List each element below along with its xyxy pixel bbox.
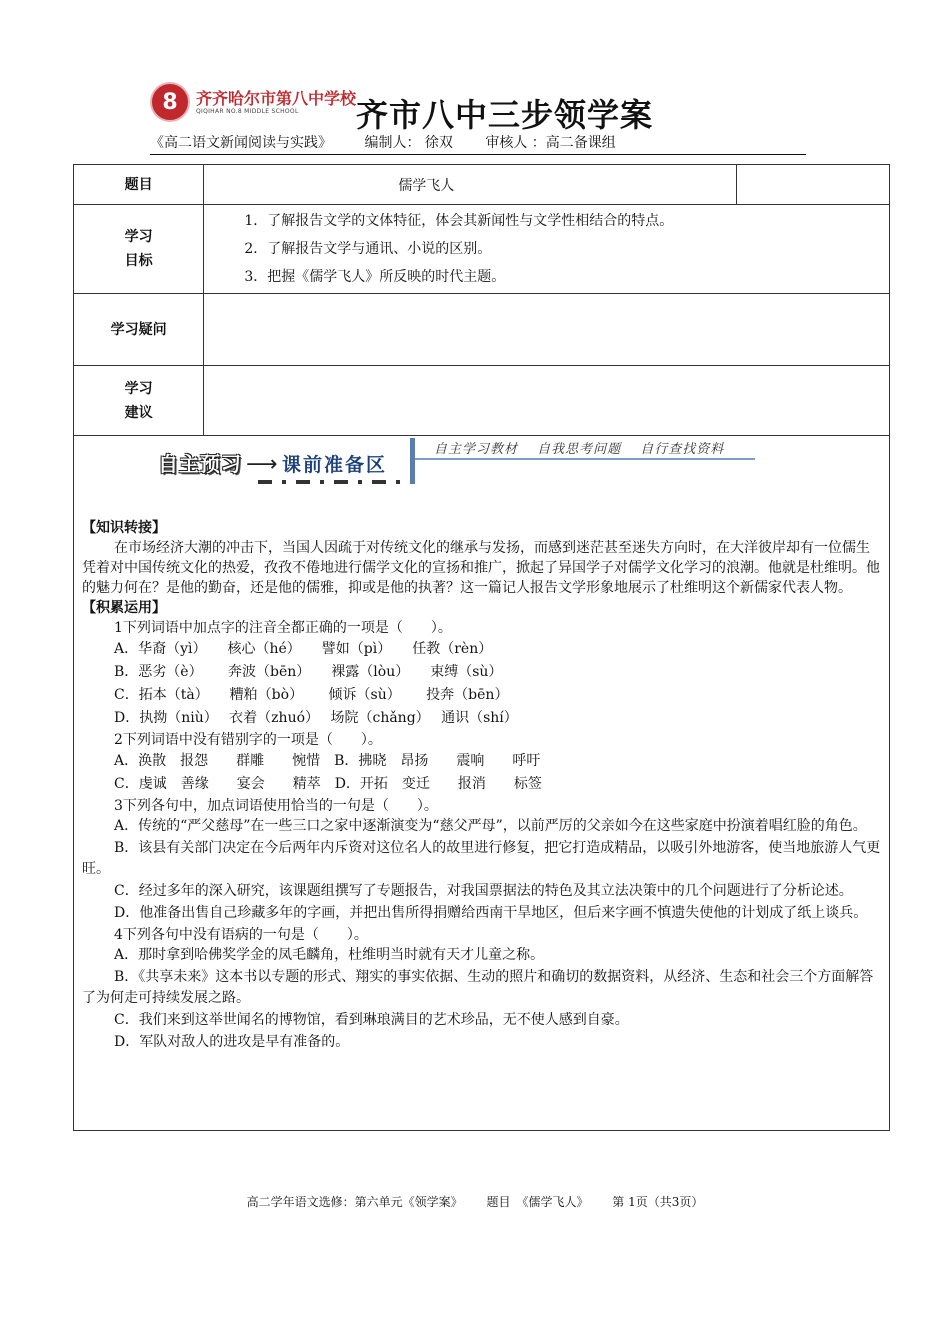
question-4: 4下列各句中没有语病的一句是（ ）。 xyxy=(114,927,368,943)
prep-zone-label: 课前准备区 xyxy=(282,454,388,476)
suggest-label: 学习建议 xyxy=(74,366,204,436)
option: A．传统的“严父慈母”在一些三口之家中逐渐演变为“慈父严母”，以前严厉的父亲如今在这些家庭中扮演着唱红脸的角色。 xyxy=(114,818,867,834)
option: B．恶劣（è） 奔波（bēn） 裸露（lòu） 束缚（sù） xyxy=(114,664,503,680)
page-title: 齐市八中三步领学案 xyxy=(356,96,654,134)
exercise-text xyxy=(82,518,882,1054)
option: A．涣散 报怨 群雕 惋惜 B．拂晓 昂扬 震响 呼吁 xyxy=(114,753,541,769)
banner-motto: 自主学习教材 自我思考问题 自行查找资料 xyxy=(434,442,725,457)
section-heading: 【知识转接】 xyxy=(82,520,166,536)
intro-paragraph: 在市场经济大潮的冲击下，当国人因疏于对传统文化的继承与发扬，而感到迷茫甚至迷失方向时，在大洋彼岸却有一位儒生凭着对中国传统文化的热爱，孜孜不倦地进行儒学文化的宣扬和推广，掀起了异国学子对儒学文化学习的浪潮。他就是杜维明。他的魅力何在？是他的勤奋，还是他的儒雅，抑或是他的执著？这一篇记人报告文学形象地展示了杜维明这个新儒家代表人物。 xyxy=(82,540,880,596)
preview-section xyxy=(73,430,890,1131)
option: C．虔诚 善缘 宴会 精萃 D．开拓 变迁 报消 标签 xyxy=(114,776,542,792)
option: B．《共享未来》这本书以专题的形式、翔实的事实依据、生动的照片和确切的数据资料，从经济、生态和社会三个方面解答了为何走可持续发展之路。 xyxy=(82,969,874,1006)
option: C．经过多年的深入研究，该课题组撰写了专题报告，对我国票据法的特色及其立法决策中的几个问题进行了分析论述。 xyxy=(114,883,853,899)
option: C．我们来到这举世闻名的博物馆，看到琳琅满目的艺术珍品，无不使人感到自豪。 xyxy=(114,1012,629,1028)
dashed-underline xyxy=(258,480,408,484)
footer-page-number: 第 1页（共3页） xyxy=(612,1195,704,1209)
section-heading: 【积累运用】 xyxy=(82,600,166,616)
option: D．军队对敌人的进攻是早有准备的。 xyxy=(114,1034,350,1050)
goal-list xyxy=(204,205,890,294)
option: D．执拗（niù） 衣着（zhuó） 场院（chǎng） 通识（shí） xyxy=(114,710,518,726)
option: D．他准备出售自己珍藏多年的字画，并把出售所得捐赠给西南干旱地区，但后来字画不慎遗失使他的计划成了纸上谈兵。 xyxy=(114,905,868,921)
option: C．拓本（tà） 糟粕（bò） 倾诉（sù） 投奔（bēn） xyxy=(114,687,509,703)
banner-line xyxy=(415,458,755,460)
question-label: 学习疑问 xyxy=(74,294,204,366)
option: A．华裔（yì） 核心（hé） 譬如（pì） 任教（rèn） xyxy=(114,641,493,657)
school-name-cn: 齐齐哈尔市第八中学校 xyxy=(196,88,357,108)
option: B．该县有关部门决定在今后两年内斥资对这位名人的故里进行修复，把它打造成精品，以吸引外地游客，使当地旅游人气更旺。 xyxy=(82,840,881,877)
suggest-cell[interactable] xyxy=(204,366,890,436)
topic-value: 儒学飞人 xyxy=(204,165,736,205)
goal-item: 1．了解报告文学的文体特征，体会其新闻性与文学性相结合的特点。 xyxy=(244,213,674,229)
page-header xyxy=(150,82,810,154)
goal-label: 学习目标 xyxy=(74,205,204,294)
footer-topic: 题目 《儒学飞人》 xyxy=(486,1195,589,1209)
course-name: 《高二语文新闻阅读与实践》 xyxy=(150,135,332,151)
page-footer xyxy=(0,1193,950,1210)
reviewer: 审核人 ：高二备课组 xyxy=(485,135,616,151)
school-name-en: QIQIHAR NO.8 MIDDLE SCHOOL xyxy=(196,107,299,115)
option: A．那时拿到哈佛奖学金的凤毛麟角，杜维明当时就有天才儿童之称。 xyxy=(114,947,545,963)
goal-item: 2．了解报告文学与通讯、小说的区别。 xyxy=(244,241,492,257)
question-3: 3下列各句中，加点词语使用恰当的一句是（ ）。 xyxy=(114,798,438,814)
study-plan-table xyxy=(73,164,890,436)
school-emblem-icon: 8 xyxy=(150,82,190,122)
footer-course: 高二学年语文选修：第六单元《领学案》 xyxy=(246,1195,463,1209)
preview-banner xyxy=(158,436,770,486)
goal-item: 3．把握《儒学飞人》所反映的时代主题。 xyxy=(244,269,506,285)
question-1: 1下列词语中加点字的注音全都正确的一项是（ ）。 xyxy=(114,620,452,636)
question-2: 2下列词语中没有错别字的一项是（ ）。 xyxy=(114,732,382,748)
topic-label: 题目 xyxy=(74,165,204,205)
arrow-right-icon: ⟶ xyxy=(246,452,278,477)
banner-divider xyxy=(410,438,415,484)
self-study-label: 自主预习 xyxy=(158,452,242,476)
editor: 编制人： 徐双 xyxy=(364,135,453,151)
topic-extra-cell xyxy=(736,165,889,205)
course-info-line xyxy=(150,132,806,155)
question-cell[interactable] xyxy=(204,294,890,366)
school-logo xyxy=(150,82,356,122)
